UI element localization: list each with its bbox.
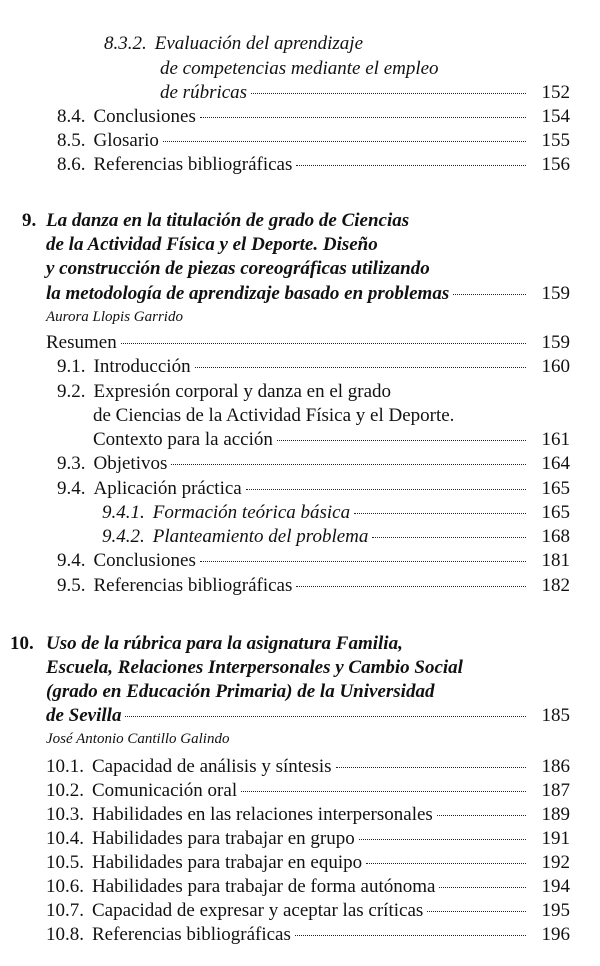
- leader-dots: [296, 165, 526, 166]
- toc-entry-9-2[interactable]: [93, 428, 570, 452]
- toc-title: Aplicación práctica: [93, 478, 242, 499]
- toc-title: Comunicación oral: [92, 780, 238, 801]
- toc-entry-10-7[interactable]: [46, 899, 570, 923]
- page-number: 161: [541, 429, 570, 450]
- leader-dots: [171, 464, 526, 465]
- toc-number: 10.3.: [46, 804, 84, 825]
- toc-title: Planteamiento del problema: [152, 526, 369, 547]
- toc-entry-8-3-2[interactable]: [160, 81, 570, 105]
- leader-dots: [366, 863, 526, 864]
- toc-number: 9.4.1.: [102, 502, 145, 523]
- toc-title: de rúbricas: [160, 82, 248, 103]
- page-number: 189: [541, 804, 570, 825]
- toc-title: Introducción: [93, 356, 191, 377]
- chapter-title-text: Escuela, Relaciones Interpersonales y Cambio Social: [46, 657, 463, 678]
- chapter-title-line: [46, 656, 570, 680]
- chapter-title-line: [46, 257, 570, 281]
- toc-entry-8-4[interactable]: [57, 105, 570, 129]
- leader-dots: [295, 935, 526, 936]
- chapter-title-line: [46, 233, 570, 257]
- page-number: 191: [541, 828, 570, 849]
- toc-entry-10-6[interactable]: [46, 875, 570, 899]
- toc-title: Objetivos: [93, 453, 168, 474]
- leader-dots: [277, 440, 526, 441]
- toc-number: 9.3.: [57, 453, 86, 474]
- page-number: 159: [541, 332, 570, 353]
- page-number: 194: [541, 876, 570, 897]
- leader-dots: [121, 343, 526, 344]
- toc-number: 10.2.: [46, 780, 84, 801]
- toc-entry-9-5[interactable]: [57, 574, 570, 598]
- toc-title: Formación teórica básica: [152, 502, 351, 523]
- page-number: 156: [541, 154, 570, 175]
- toc-entry-9-4-2[interactable]: [102, 525, 570, 549]
- leader-dots: [453, 294, 526, 295]
- toc-number: 10.5.: [46, 852, 84, 873]
- toc-entry-10-1[interactable]: [46, 755, 570, 779]
- toc-title: Resumen: [46, 332, 117, 353]
- toc-line-8-3-2-b: [160, 57, 570, 81]
- leader-dots: [372, 537, 526, 538]
- toc-entry-9-4-1[interactable]: [102, 501, 570, 525]
- toc-number: 10.8.: [46, 924, 84, 945]
- page-number: 196: [541, 924, 570, 945]
- page-number: 186: [541, 756, 570, 777]
- toc-number: 9.4.: [57, 550, 86, 571]
- leader-dots: [437, 815, 526, 816]
- toc-title: Glosario: [93, 130, 159, 151]
- toc-number: 10.7.: [46, 900, 84, 921]
- leader-dots: [251, 93, 526, 94]
- toc-line-9-2-a: [57, 380, 570, 404]
- chapter-title-text: Uso de la rúbrica para la asignatura Familia,: [46, 633, 403, 654]
- toc-title: Referencias bibliográficas: [93, 154, 293, 175]
- leader-dots: [359, 839, 526, 840]
- leader-dots: [163, 141, 526, 142]
- toc-entry-10-4[interactable]: [46, 827, 570, 851]
- leader-dots: [439, 887, 526, 888]
- toc-title: Habilidades para trabajar de forma autónoma: [92, 876, 436, 897]
- page-number: 192: [541, 852, 570, 873]
- toc-title: Capacidad de expresar y aceptar las críticas: [92, 900, 424, 921]
- toc-entry-9-1[interactable]: [57, 355, 570, 379]
- toc-entry-8-5[interactable]: [57, 129, 570, 153]
- leader-dots: [354, 513, 526, 514]
- page-number: 154: [541, 106, 570, 127]
- leader-dots: [125, 716, 526, 717]
- toc-title: Referencias bibliográficas: [92, 924, 291, 945]
- page-number: 165: [541, 478, 570, 499]
- toc-number: 9.5.: [57, 575, 86, 596]
- toc-entry-10-5[interactable]: [46, 851, 570, 875]
- toc-entry-10-8[interactable]: [46, 923, 570, 947]
- toc-title: Conclusiones: [93, 106, 196, 127]
- page-number: 155: [541, 130, 570, 151]
- leader-dots: [195, 367, 526, 368]
- toc-line-9-2-b: [93, 404, 570, 428]
- chapter-number: 9.: [22, 210, 37, 231]
- toc-title: Expresión corporal y danza en el grado: [93, 381, 392, 402]
- toc-number: 9.2.: [57, 381, 86, 402]
- page-number: 165: [541, 502, 570, 523]
- page-number: 159: [541, 283, 570, 304]
- toc-number: 9.4.2.: [102, 526, 145, 547]
- toc-number: 10.1.: [46, 756, 84, 777]
- page-number: 181: [541, 550, 570, 571]
- toc-number: 9.1.: [57, 356, 86, 377]
- toc-title: Habilidades para trabajar en equipo: [92, 852, 363, 873]
- leader-dots: [246, 489, 526, 490]
- toc-entry-chapter-10[interactable]: [46, 704, 570, 728]
- chapter-title-text: de Sevilla: [46, 705, 122, 726]
- toc-entry-9-3[interactable]: [57, 452, 570, 476]
- toc-entry-9-4[interactable]: [57, 477, 570, 501]
- toc-title: de competencias mediante el empleo: [160, 58, 439, 79]
- toc-title: Contexto para la acción: [93, 429, 273, 450]
- toc-title: Evaluación del aprendizaje: [154, 33, 363, 54]
- toc-title: Referencias bibliográficas: [93, 575, 293, 596]
- leader-dots: [241, 791, 526, 792]
- toc-entry-chapter-9[interactable]: [46, 282, 570, 306]
- chapter-title-line: [46, 680, 570, 704]
- toc-entry-resumen[interactable]: [46, 331, 570, 355]
- chapter-title-text: la metodología de aprendizaje basado en problemas: [46, 283, 450, 304]
- chapter-title-line: [46, 209, 570, 233]
- leader-dots: [336, 767, 526, 768]
- toc-entry-9-4-conclusiones[interactable]: [57, 549, 570, 573]
- chapter-author: Aurora Llopis Garrido: [46, 309, 183, 325]
- chapter-title-text: (grado en Educación Primaria) de la Universidad: [46, 681, 435, 702]
- toc-entry-10-3[interactable]: [46, 803, 570, 827]
- leader-dots: [427, 911, 526, 912]
- page-number: 152: [541, 82, 570, 103]
- toc-entry-10-2[interactable]: [46, 779, 570, 803]
- toc-number: 8.5.: [57, 130, 86, 151]
- toc-number: 10.6.: [46, 876, 84, 897]
- toc-number: 10.4.: [46, 828, 84, 849]
- page-number: 160: [541, 356, 570, 377]
- page-number: 168: [541, 526, 570, 547]
- toc-title: Habilidades en las relaciones interpersonales: [92, 804, 433, 825]
- chapter-number: 10.: [10, 633, 34, 654]
- toc-entry-8-6[interactable]: [57, 153, 570, 177]
- toc-title: Habilidades para trabajar en grupo: [92, 828, 355, 849]
- leader-dots: [200, 117, 526, 118]
- toc-line-8-3-2-a: [104, 32, 570, 56]
- chapter-title-text: La danza en la titulación de grado de Ciencias: [46, 210, 410, 231]
- page-number: 187: [541, 780, 570, 801]
- leader-dots: [296, 586, 526, 587]
- page-number: 182: [541, 575, 570, 596]
- toc-title: Capacidad de análisis y síntesis: [92, 756, 332, 777]
- toc-number: 8.3.2.: [104, 33, 147, 54]
- toc-title: de Ciencias de la Actividad Física y el Deporte.: [93, 405, 455, 426]
- toc-title: Conclusiones: [93, 550, 196, 571]
- chapter-author: José Antonio Cantillo Galindo: [46, 731, 230, 747]
- leader-dots: [200, 561, 526, 562]
- chapter-title-text: de la Actividad Física y el Deporte. Diseño: [46, 234, 378, 255]
- toc-number: 9.4.: [57, 478, 86, 499]
- page-number: 185: [541, 705, 570, 726]
- toc-number: 8.6.: [57, 154, 86, 175]
- chapter-title-line: [46, 632, 570, 656]
- page-number: 195: [541, 900, 570, 921]
- page-number: 164: [541, 453, 570, 474]
- toc-number: 8.4.: [57, 106, 86, 127]
- chapter-title-text: y construcción de piezas coreográficas utilizando: [46, 258, 430, 279]
